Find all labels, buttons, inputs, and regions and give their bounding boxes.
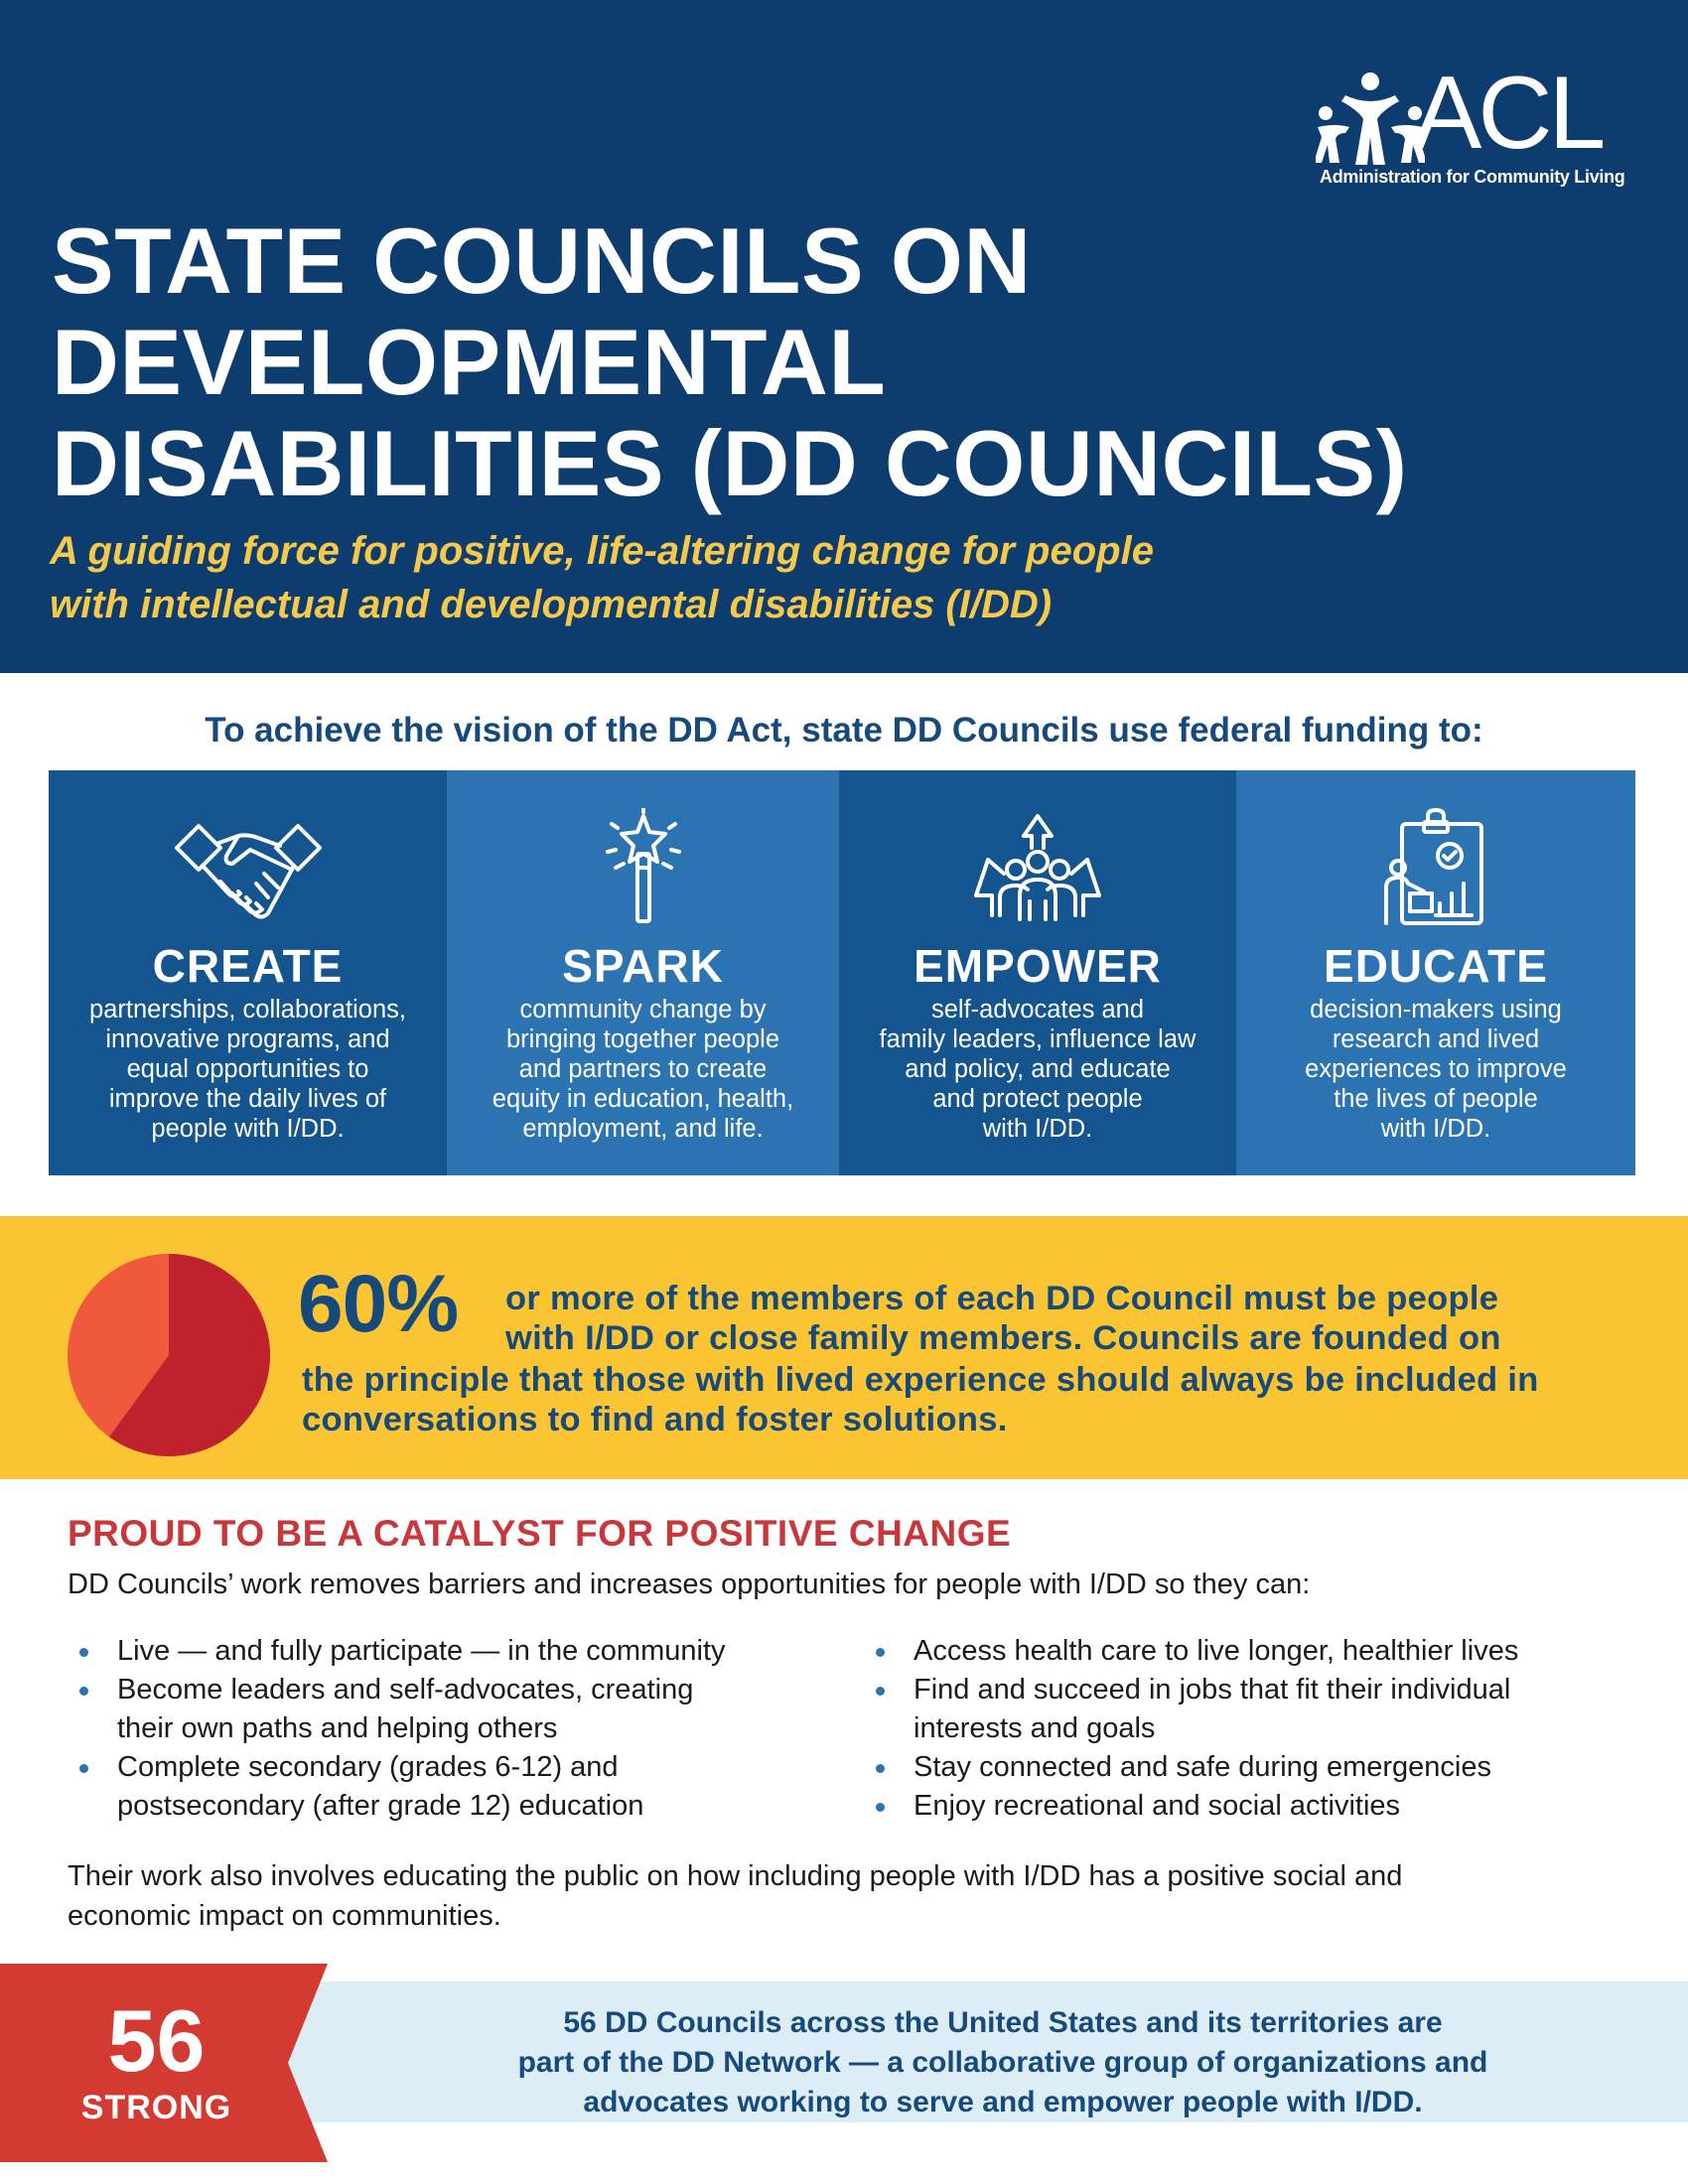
card-description bbox=[67, 995, 429, 1144]
card-desc-line: equal opportunities to bbox=[126, 1055, 369, 1083]
card-desc-line: and policy, and educate bbox=[905, 1055, 1171, 1083]
bullet-text: interests and goals bbox=[914, 1712, 1156, 1744]
logo-wordmark: ACL bbox=[1413, 56, 1603, 171]
funding-heading: To achieve the vision of the DD Act, state DD Councils use federal funding to: bbox=[205, 711, 1483, 750]
title-line: DISABILITIES (DD COUNCILS) bbox=[52, 411, 1408, 515]
card-desc-line: improve the daily lives of bbox=[108, 1085, 387, 1113]
closing-line: Their work also involves educating the public on how including people with I/DD has a positive social and bbox=[68, 1860, 1403, 1892]
bullet-text: postsecondary (after grade 12) education bbox=[117, 1790, 644, 1822]
bullet-dot bbox=[876, 1687, 885, 1696]
bullet-list-left bbox=[68, 1632, 822, 1826]
subtitle-line: A guiding force for positive, life-altering change for people bbox=[50, 529, 1154, 573]
section-intro: DD Councils’ work removes barriers and increases opportunities for people with I/DD so they can: bbox=[68, 1569, 1311, 1600]
bullet-dot bbox=[79, 1764, 88, 1773]
card-educate bbox=[1236, 770, 1635, 1175]
bullet-text: Find and succeed in jobs that fit their individual bbox=[914, 1674, 1511, 1706]
stat-number: 60% bbox=[298, 1259, 459, 1349]
section-heading: PROUD TO BE A CATALYST FOR POSITIVE CHANGE bbox=[68, 1513, 1012, 1554]
logo-tagline: Administration for Community Living bbox=[1320, 167, 1625, 187]
card-desc-line: decision-makers using bbox=[1310, 996, 1562, 1024]
card-desc-line: partnerships, collaborations, bbox=[89, 996, 406, 1024]
footer-line: 56 DD Councils across the United States and its territories are bbox=[563, 2006, 1443, 2039]
card-description bbox=[465, 995, 821, 1144]
card-title: CREATE bbox=[152, 940, 344, 992]
bullet-text: Enjoy recreational and social activities bbox=[914, 1790, 1401, 1822]
card-title: EDUCATE bbox=[1324, 940, 1548, 992]
acl-logo[interactable] bbox=[1316, 56, 1625, 192]
bullet-dot bbox=[876, 1648, 885, 1657]
footer-line: advocates working to serve and empower people with I/DD. bbox=[583, 2086, 1423, 2118]
funding-cards bbox=[49, 770, 1635, 1175]
clipboard-chart-icon bbox=[1376, 808, 1495, 927]
page-subtitle bbox=[50, 524, 1340, 631]
card-spark bbox=[447, 770, 839, 1175]
card-desc-line: self-advocates and bbox=[930, 996, 1145, 1024]
list-item bbox=[864, 1787, 1648, 1826]
list-item bbox=[68, 1671, 822, 1748]
bullet-list-right bbox=[864, 1632, 1648, 1826]
bullet-dot bbox=[876, 1764, 885, 1773]
bullet-text: Live — and fully participate — in the community bbox=[117, 1635, 726, 1667]
bullet-text: Complete secondary (grades 6-12) and bbox=[117, 1751, 619, 1783]
card-desc-line: equity in education, health, bbox=[492, 1085, 794, 1113]
bullet-text: Access health care to live longer, healthier lives bbox=[914, 1635, 1519, 1667]
card-desc-line: with I/DD. bbox=[1380, 1115, 1491, 1143]
list-item bbox=[864, 1671, 1648, 1748]
title-line: DEVELOPMENTAL bbox=[52, 310, 887, 414]
stat-text-line: conversations to find and foster solutions. bbox=[302, 1401, 1008, 1438]
card-desc-line: and partners to create bbox=[518, 1055, 768, 1083]
stat-text-line: or more of the members of each DD Council must be people bbox=[505, 1280, 1499, 1317]
bullet-text: Stay connected and safe during emergencies bbox=[914, 1751, 1491, 1783]
magic-wand-icon bbox=[594, 808, 693, 927]
badge-number: 56 bbox=[107, 1991, 206, 2090]
footer-line: part of the DD Network — a collaborative group of organizations and bbox=[517, 2046, 1488, 2079]
card-desc-line: employment, and life. bbox=[522, 1115, 764, 1143]
card-title: SPARK bbox=[562, 940, 724, 992]
card-desc-line: people with I/DD. bbox=[151, 1115, 345, 1143]
list-item bbox=[864, 1748, 1648, 1787]
card-desc-line: research and lived bbox=[1332, 1025, 1540, 1053]
card-desc-line: bringing together people bbox=[505, 1025, 780, 1053]
card-empower bbox=[839, 770, 1236, 1175]
card-desc-line: experiences to improve bbox=[1305, 1055, 1567, 1083]
card-create bbox=[49, 770, 447, 1175]
footer bbox=[0, 1964, 1688, 2162]
bullet-dot bbox=[79, 1687, 88, 1696]
handshake-icon bbox=[169, 808, 328, 927]
closing-line: economic impact on communities. bbox=[68, 1900, 501, 1932]
card-desc-line: the lives of people bbox=[1334, 1085, 1538, 1113]
stat-band bbox=[0, 1216, 1688, 1479]
bullet-text: their own paths and helping others bbox=[117, 1712, 558, 1744]
pie-chart bbox=[68, 1254, 270, 1456]
list-item bbox=[864, 1632, 1648, 1671]
header-banner bbox=[0, 0, 1688, 673]
bullet-dot bbox=[876, 1803, 885, 1812]
list-item bbox=[68, 1632, 822, 1671]
closing-paragraph bbox=[68, 1856, 1636, 1936]
subtitle-line: with intellectual and developmental disabilities (I/DD) bbox=[50, 583, 1053, 626]
card-desc-line: and protect people bbox=[932, 1085, 1143, 1113]
page-title bbox=[52, 210, 1442, 514]
card-desc-line: innovative programs, and bbox=[105, 1025, 390, 1053]
people-logo-icon bbox=[1316, 68, 1425, 167]
card-description bbox=[857, 995, 1218, 1144]
stat-text-line: with I/DD or close family members. Councils are founded on bbox=[505, 1319, 1501, 1357]
badge-label: STRONG bbox=[80, 2089, 232, 2126]
bullet-text: Become leaders and self-advocates, creating bbox=[117, 1674, 694, 1706]
footer-text bbox=[338, 2003, 1668, 2122]
card-title: EMPOWER bbox=[914, 940, 1162, 992]
card-description bbox=[1254, 995, 1618, 1144]
list-item bbox=[68, 1748, 822, 1826]
group-arrows-icon bbox=[968, 808, 1107, 927]
title-line: STATE COUNCILS ON bbox=[52, 208, 1032, 313]
card-desc-line: with I/DD. bbox=[982, 1115, 1093, 1143]
card-desc-line: family leaders, influence law bbox=[879, 1025, 1196, 1053]
card-desc-line: community change by bbox=[519, 996, 767, 1024]
stat-text-line: the principle that those with lived experience should always be included in bbox=[302, 1361, 1539, 1399]
bullet-dot bbox=[79, 1648, 88, 1657]
